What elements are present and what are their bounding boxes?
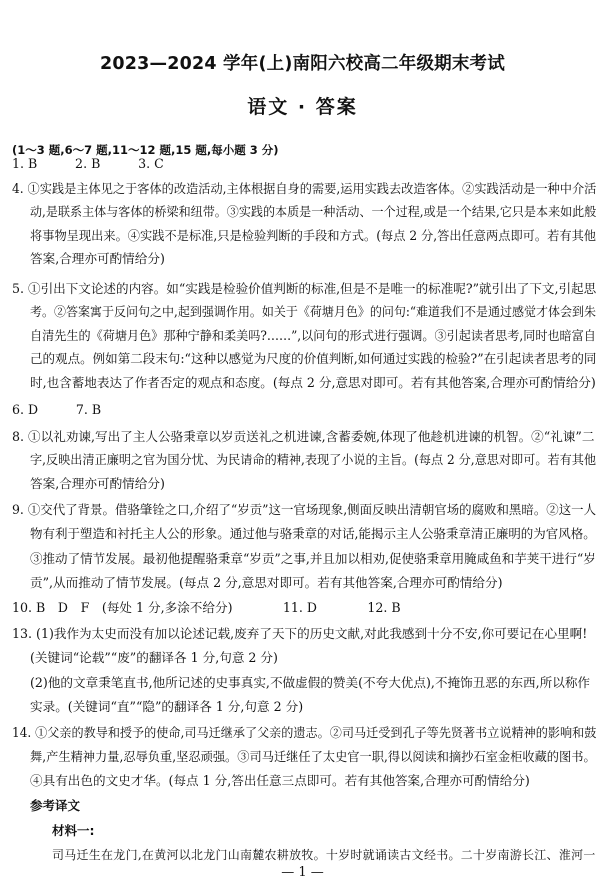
answer-4-line-4: 答案,合理亦可酌情给分) bbox=[30, 251, 165, 266]
answer-5-line-2: 考。②答案寓于反问句之中,起到强调作用。如关于《荷塘月色》的问句:“难道我们不是通过感觉才体会到朱 bbox=[30, 304, 597, 319]
translation-line-1: 司马迁生在龙门,在黄河以北龙门山南麓农耕放牧。十岁时就诵读古文经书。二十岁南游长江、淮河一 bbox=[52, 848, 596, 862]
answer-13-line-3: (2)他的文章秉笔直书,他所记述的史事真实,不做虚假的赞美(不夸大优点),不掩饰丑恶的东西,所以称作 bbox=[30, 675, 591, 690]
answer-10-12: 10. B D F (每处 1 分,多涂不给分) 11. D 12. B bbox=[12, 600, 401, 615]
answer-13-line-2: (关键词“论载”“废”的翻译各 1 分,句意 2 分) bbox=[30, 650, 278, 665]
answer-14-line-2: 舞,产生精神力量,忍辱负重,坚忍顽强。③司马迁继任了太史官一职,得以阅读和摘抄石室金柜收藏的图书。 bbox=[30, 749, 596, 764]
page-number: — 1 — bbox=[281, 865, 324, 880]
exam-title: 2023—2024 学年(上)南阳六校高二年级期末考试 bbox=[100, 54, 505, 74]
answer-9-line-3: ③推动了情节发展。最初他提醒骆秉章“岁贡”之事,并且加以相劝,促使骆秉章用腌咸鱼和芋荚干进行“岁 bbox=[30, 551, 596, 566]
answer-5-line-4: 己的观点。例如第二段末句:“这种以感觉为尺度的价值判断,如何通过实践的检验?”在引起读者思考的同 bbox=[30, 351, 597, 366]
answer-9-line-1: 9. ①交代了背景。借骆肇铨之口,介绍了“岁贡”这一官场现象,侧面反映出清朝官场的腐败和黑暗。②这一人 bbox=[12, 502, 597, 517]
answer-14-line-3: ④具有出色的文史才华。(每点 1 分,答出任意三点即可。若有其他答案,合理亦可酌情给分) bbox=[30, 773, 530, 788]
answer-4-line-1: 4. ①实践是主体见之于客体的改造活动,主体根据自身的需要,运用实践去改造客体。②实践活动是一种中介活 bbox=[12, 181, 597, 196]
answer-8-line-2: 字,反映出清正廉明之官为国分忧、为民请命的精神,表现了小说的主旨。(每点 2 分,意思对即可。若有其他 bbox=[30, 452, 597, 467]
answer-4-line-2: 动,是联系主体与客体的桥梁和纽带。③实践的本质是一种活动、一个过程,或是一个结果,它只是本来如此般 bbox=[30, 204, 597, 219]
section-note: (1～3 题,6～7 题,11～12 题,15 题,每小题 3 分) bbox=[12, 143, 279, 157]
answer-5-line-5: 时,也含蓄地表达了作者否定的观点和态度。(每点 2 分,意思对即可。若有其他答案,合理亦可酌情给分) bbox=[30, 375, 596, 390]
answer-13-line-4: 实录。(关键词“直”“隐”的翻译各 1 分,句意 2 分) bbox=[30, 699, 304, 714]
material-one-heading: 材料一: bbox=[52, 823, 95, 838]
answer-8-line-3: 答案,合理亦可酌情给分) bbox=[30, 476, 165, 491]
answer-4-line-3: 将事物呈现出来。④实践不是标准,只是检验判断的手段和方式。(每点 2 分,答出任意两点即可。若有其他 bbox=[30, 228, 597, 243]
answer-8-line-1: 8. ①以礼劝谏,写出了主人公骆秉章以岁贡送礼之机进谏,含蓄委婉,体现了他趁机进谏的机智。②“礼谏”二 bbox=[12, 429, 595, 444]
answer-5-line-1: 5. ①引出下文论述的内容。如“实践是检验价值判断的标准,但是不是唯一的标准呢?”就引出了下文,引起思 bbox=[12, 281, 597, 296]
answer-6-7: 6. D 7. B bbox=[12, 402, 102, 417]
reference-translation-heading: 参考译文 bbox=[30, 798, 81, 813]
answer-1-3: 1. B 2. B 3. C bbox=[12, 156, 164, 171]
page-title: 语文 · 答案 bbox=[247, 96, 358, 118]
answer-14-line-1: 14. ①父亲的教导和授予的使命,司马迁继承了父亲的遗志。②司马迁受到孔子等先贤著书立说精神的影响和鼓 bbox=[12, 725, 597, 740]
answer-13-line-1: 13. (1)我作为太史而没有加以论述记载,废弃了天下的历史文献,对此我感到十分不安,你可要记在心里啊! bbox=[12, 626, 588, 641]
answer-9-line-4: 贡”,从而推动了情节发展。(每点 2 分,意思对即可。若有其他答案,合理亦可酌情给分) bbox=[30, 575, 503, 590]
answer-5-line-3: 自清先生的《荷塘月色》那种宁静和柔美吗?……”,以问句的形式进行强调。③引起读者思考,同时也暗富自 bbox=[30, 328, 596, 343]
answer-9-line-2: 物有利于塑造和衬托主人公的形象。通过他与骆秉章的对话,能揭示主人公骆秉章清正廉明的为官风格。 bbox=[30, 526, 596, 541]
